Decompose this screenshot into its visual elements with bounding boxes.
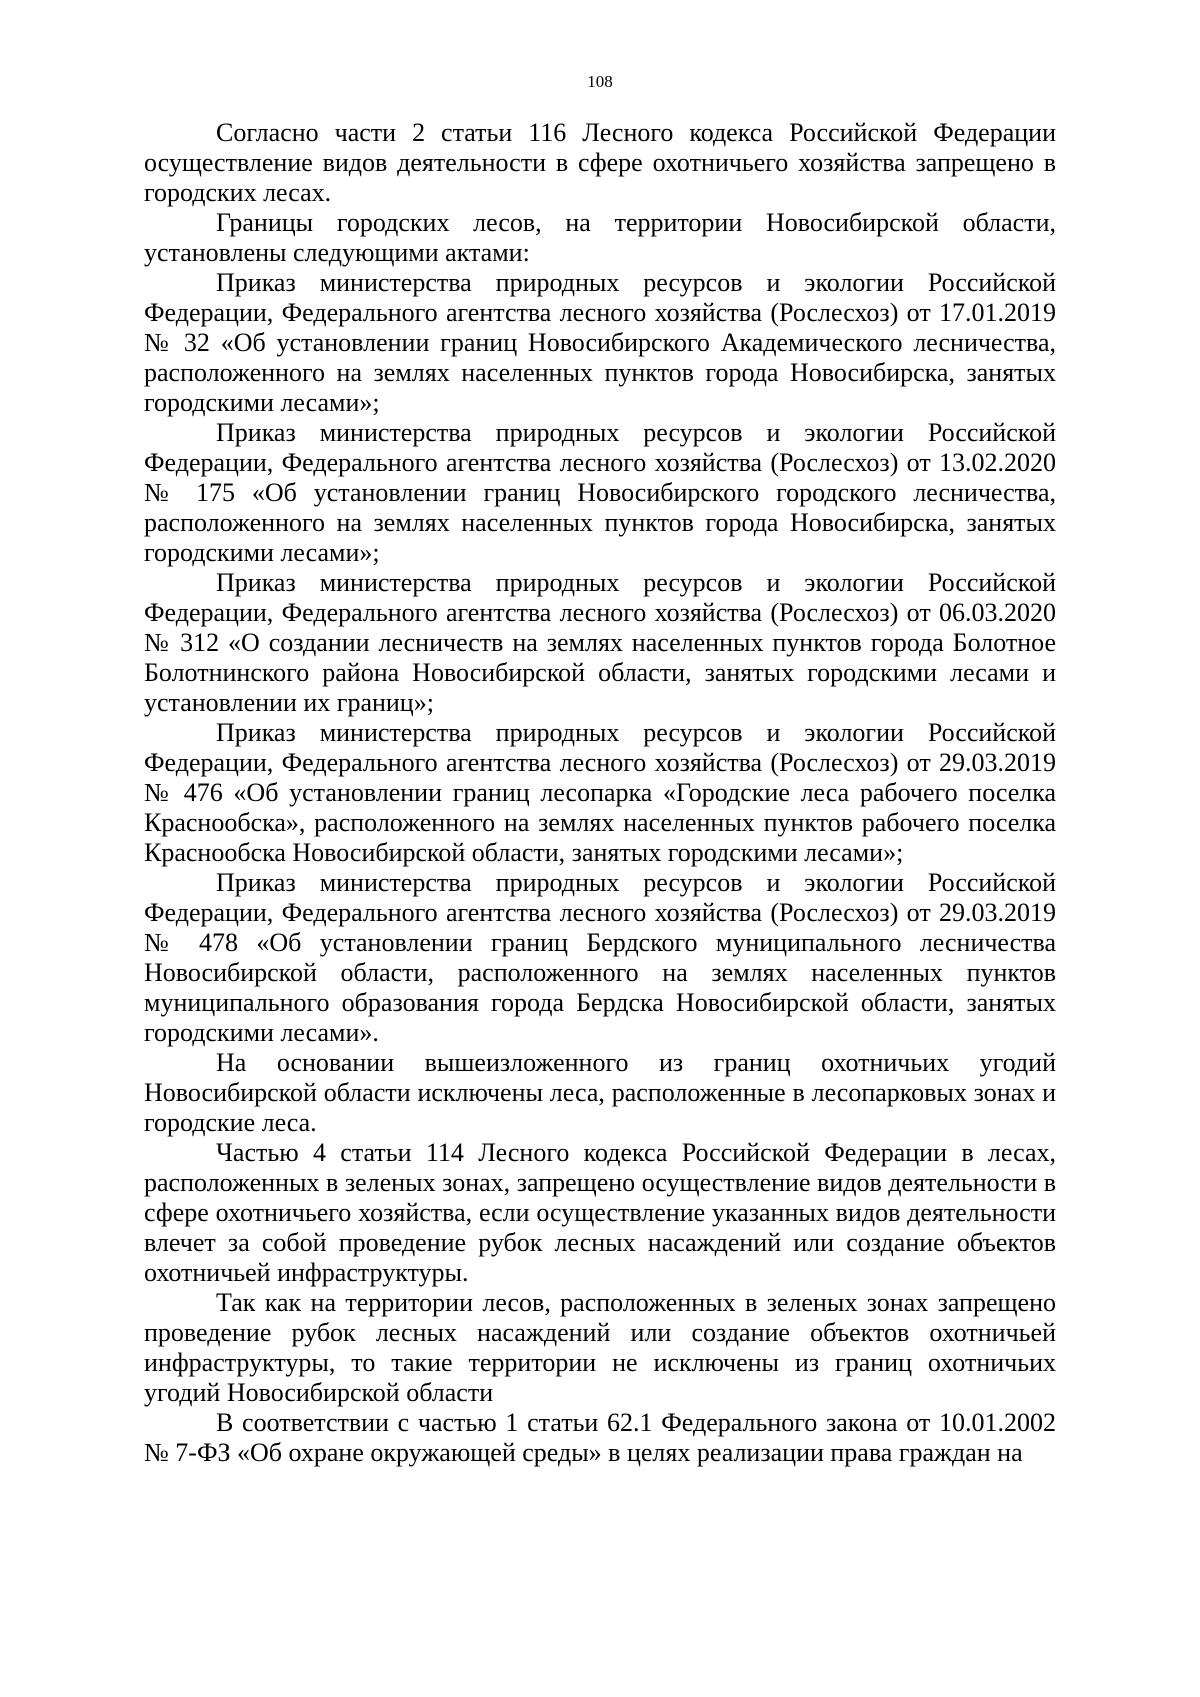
paragraph-order-478: Приказ министерства природных ресурсов и экологии Российской Федерации, Федерального агентства лесного хозяйства (Рослесхоз) от 29.03.2019 № 478 «Об установлении границ Бердского муниципального лесничества Новосибирской области, расположенного на землях населенных пунктов муниципального образования города Бердска Новосибирской области, занятых городскими лесами». [144, 868, 1056, 1047]
paragraph-order-32: Приказ министерства природных ресурсов и экологии Российской Федерации, Федерального агентства лесного хозяйства (Рослесхоз) от 17.01.2019 № 32 «Об установлении границ Новосибирского Академического лесничества, расположенного на землях населенных пунктов города Новосибирска, занятых городскими лесами»; [144, 268, 1056, 417]
paragraph-green-zones-not-excluded: Так как на территории лесов, расположенных в зеленых зонах запрещено проведение рубок лесных насаждений или создание объектов охотничьей инфраструктуры, то такие территории не исключены из границ охотничьих угодий Новосибирской области [144, 1288, 1056, 1407]
paragraph-boundaries-intro: Границы городских лесов, на территории Новосибирской области, установлены следующими актами: [144, 208, 1056, 267]
paragraph-city-forests-ban: Согласно части 2 статьи 116 Лесного кодекса Российской Федерации осуществление видов деятельности в сфере охотничьего хозяйства запрещено в городских лесах. [144, 118, 1056, 207]
paragraph-order-476: Приказ министерства природных ресурсов и экологии Российской Федерации, Федерального агентства лесного хозяйства (Рослесхоз) от 29.03.2019 № 476 «Об установлении границ лесопарка «Городские леса рабочего поселка Краснообска», расположенного на землях населенных пунктов рабочего поселка Краснообска Новосибирской области, занятых городскими лесами»; [144, 718, 1056, 867]
paragraph-excluded-forests: На основании вышеизложенного из границ охотничьих угодий Новосибирской области исключены леса, расположенные в лесопарковых зонах и городские леса. [144, 1048, 1056, 1137]
paragraph-order-312: Приказ министерства природных ресурсов и экологии Российской Федерации, Федерального агентства лесного хозяйства (Рослесхоз) от 06.03.2020 № 312 «О создании лесничеств на землях населенных пунктов города Болотное Болотнинского района Новосибирской области, занятых городскими лесами и установлении их границ»; [144, 568, 1056, 717]
paragraph-green-zones-ban: Частью 4 статьи 114 Лесного кодекса Российской Федерации в лесах, расположенных в зеленых зонах, запрещено осуществление видов деятельности в сфере охотничьего хозяйства, если осуществление указанных видов деятельности влечет за собой проведение рубок лесных насаждений или создание объектов охотничьей инфраструктуры. [144, 1138, 1056, 1287]
document-body [144, 118, 1056, 1468]
paragraph-environment-law: В соответствии с частью 1 статьи 62.1 Федерального закона от 10.01.2002 № 7-ФЗ «Об охране окружающей среды» в целях реализации права граждан на [144, 1408, 1056, 1467]
paragraph-order-175: Приказ министерства природных ресурсов и экологии Российской Федерации, Федерального агентства лесного хозяйства (Рослесхоз) от 13.02.2020 № 175 «Об установлении границ Новосибирского городского лесничества, расположенного на землях населенных пунктов города Новосибирска, занятых городскими лесами»; [144, 418, 1056, 567]
page-number: 108 [587, 72, 613, 91]
